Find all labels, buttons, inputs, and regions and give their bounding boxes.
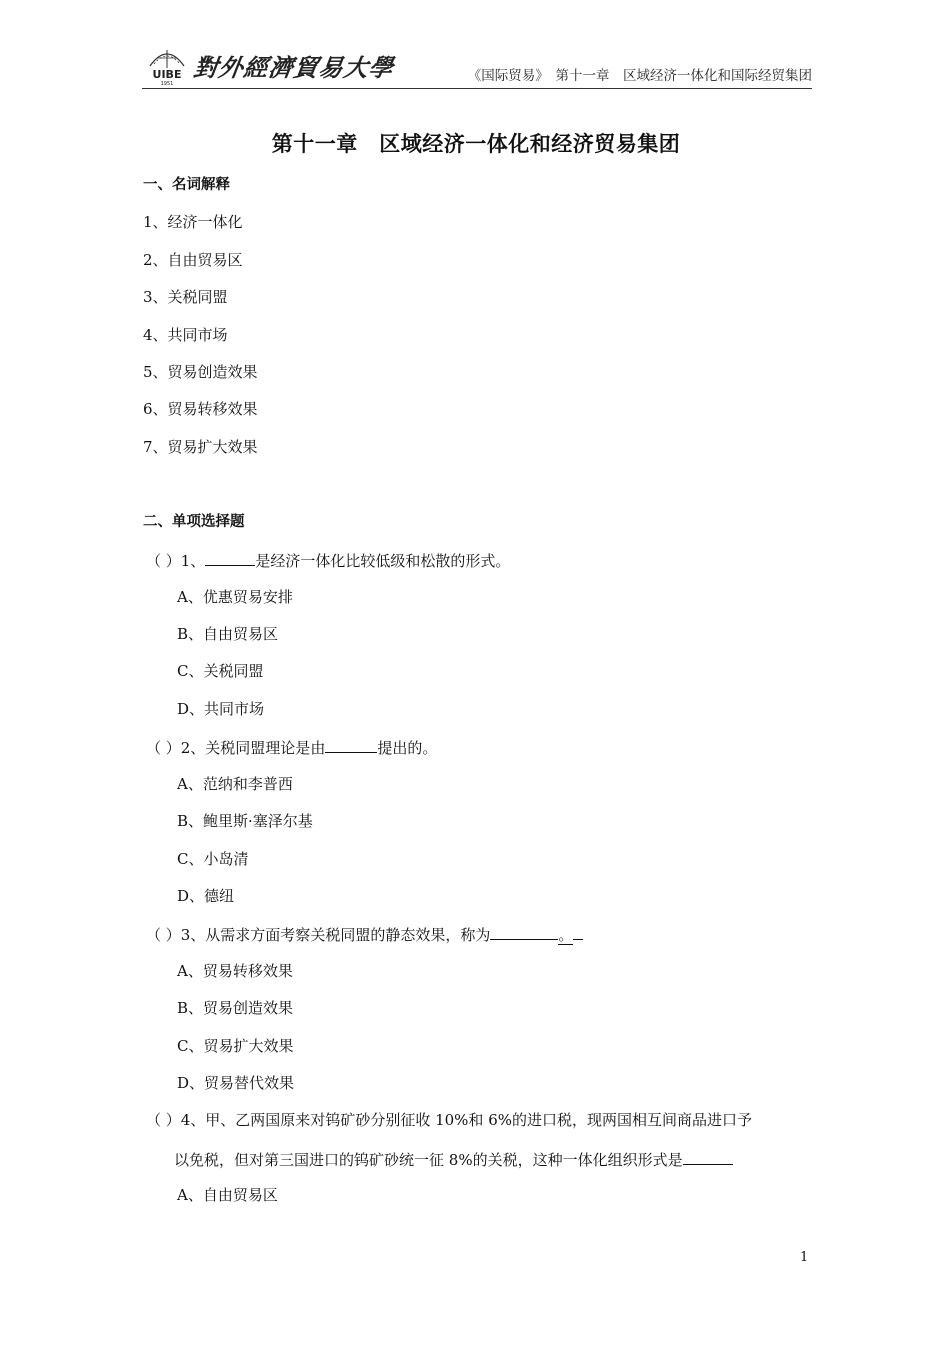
option: C、关税同盟: [177, 662, 264, 680]
option: A、自由贸易区: [177, 1186, 278, 1204]
option: D、德纽: [177, 887, 235, 905]
list-item: 5、贸易创造效果: [143, 363, 258, 381]
list-item: 1、经济一体化: [143, 213, 243, 231]
list-item: 2、自由贸易区: [143, 251, 243, 269]
question-1: [146, 549, 510, 571]
question-2: [146, 736, 437, 758]
option: B、自由贸易区: [177, 625, 279, 643]
section-heading-choice: 二、单项选择题: [143, 514, 245, 530]
answer-blank: [490, 923, 558, 940]
list-item: 7、贸易扩大效果: [143, 438, 258, 456]
logo-year: 1951: [160, 81, 174, 86]
question-4-line2: [174, 1148, 733, 1170]
running-head: 《国际贸易》 第十一章 区域经济一体化和国际经贸集团: [467, 68, 812, 84]
option: C、贸易扩大效果: [177, 1037, 294, 1055]
question-4-line1: （ ）4、甲、乙两国原来对钨矿砂分别征收 10%和 6%的进口税，现两国相互间商品进口予: [146, 1111, 752, 1129]
question-prefix: （ ）1、: [146, 552, 206, 570]
section-heading-terms: 一、名词解释: [143, 177, 230, 193]
question-suffix: 。: [558, 926, 574, 944]
option: D、贸易替代效果: [177, 1074, 295, 1092]
university-logo-icon: [144, 40, 190, 86]
question-text: 以免税，但对第三国进口的钨矿砂统一征 8%的关税，这种一体化组织形式是: [174, 1151, 683, 1169]
option: A、范纳和李普西: [177, 775, 293, 793]
option: D、共同市场: [177, 700, 265, 718]
list-item: 3、关税同盟: [143, 288, 228, 306]
list-item: 6、贸易转移效果: [143, 400, 258, 418]
university-name: 對外經濟貿易大學: [191, 53, 396, 82]
question-prefix: （ ）2、关税同盟理论是由: [146, 739, 326, 757]
question-3: [146, 923, 583, 945]
page-number: 1: [800, 1250, 809, 1265]
option: A、优惠贸易安排: [177, 588, 293, 606]
question-suffix: 提出的。: [377, 739, 438, 757]
page-header: [142, 40, 812, 89]
answer-blank: [325, 736, 377, 753]
option: B、贸易创造效果: [177, 999, 294, 1017]
chapter-title: 第十一章 区域经济一体化和经济贸易集团: [271, 132, 681, 156]
question-prefix: （ ）3、从需求方面考察关税同盟的静态效果，称为: [146, 926, 491, 944]
logo-text: UIBE: [152, 68, 182, 81]
question-text: 是经济一体化比较低级和松散的形式。: [255, 552, 511, 570]
list-item: 4、共同市场: [143, 326, 228, 344]
answer-blank-tail: [573, 923, 583, 940]
option: A、贸易转移效果: [177, 962, 293, 980]
option: B、鲍里斯·塞泽尔基: [177, 812, 313, 830]
answer-blank: [205, 549, 255, 566]
option: C、小岛清: [177, 850, 249, 868]
answer-blank: [683, 1148, 733, 1165]
